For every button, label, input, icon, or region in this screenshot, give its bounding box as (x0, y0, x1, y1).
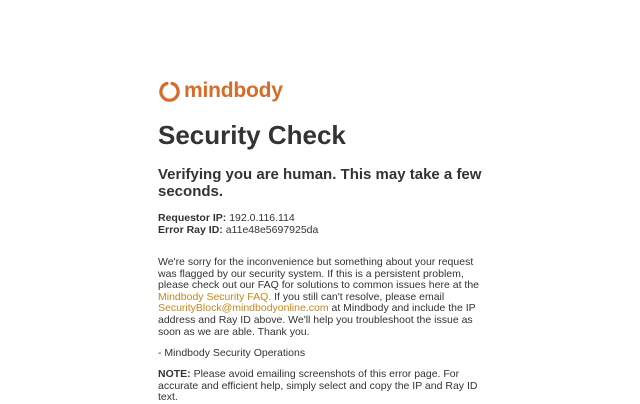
explanation-paragraph (158, 257, 488, 338)
note-paragraph (158, 369, 488, 404)
security-email-link[interactable]: SecurityBlock@mindbodyonline.com (158, 302, 329, 315)
mindbody-logo-icon (158, 80, 181, 103)
note-label: NOTE: (158, 368, 191, 380)
page-title: Security Check (158, 120, 346, 150)
signature: - Mindbody Security Operations (158, 347, 306, 359)
requestor-ip-row (158, 212, 318, 224)
security-faq-link[interactable]: Mindbody Security FAQ. (158, 290, 272, 303)
note-text: Please avoid emailing screenshots of this error page. For accurate and efficient help, simply select and copy the IP and Ray ID text. (158, 368, 478, 404)
brand-name: mindbody (184, 79, 283, 102)
explanation-text-1: We're sorry for the inconvenience but something about your request was flagged by our security system. If this is a persistent problem, please check out our FAQ for solutions to common issues here at the (158, 256, 479, 292)
error-ray-id-row (158, 224, 318, 236)
explanation-text-3: at Mindbody and include the IP address and Ray ID above. We'll help you troubleshoot the issue as soon as we are able. Thank you. (158, 302, 476, 338)
request-details (158, 212, 318, 236)
page-subtitle: Verifying you are human. This may take a few seconds. (158, 166, 482, 200)
error-ray-id-value: a11e48e5697925da (225, 224, 319, 236)
error-ray-id-label: Error Ray ID: (158, 224, 223, 236)
requestor-ip-label: Requestor IP: (158, 212, 227, 224)
explanation-text-2: If you still can't resolve, please email (271, 290, 445, 303)
requestor-ip-value: 192.0.116.114 (229, 212, 295, 224)
mindbody-logo (158, 78, 283, 104)
